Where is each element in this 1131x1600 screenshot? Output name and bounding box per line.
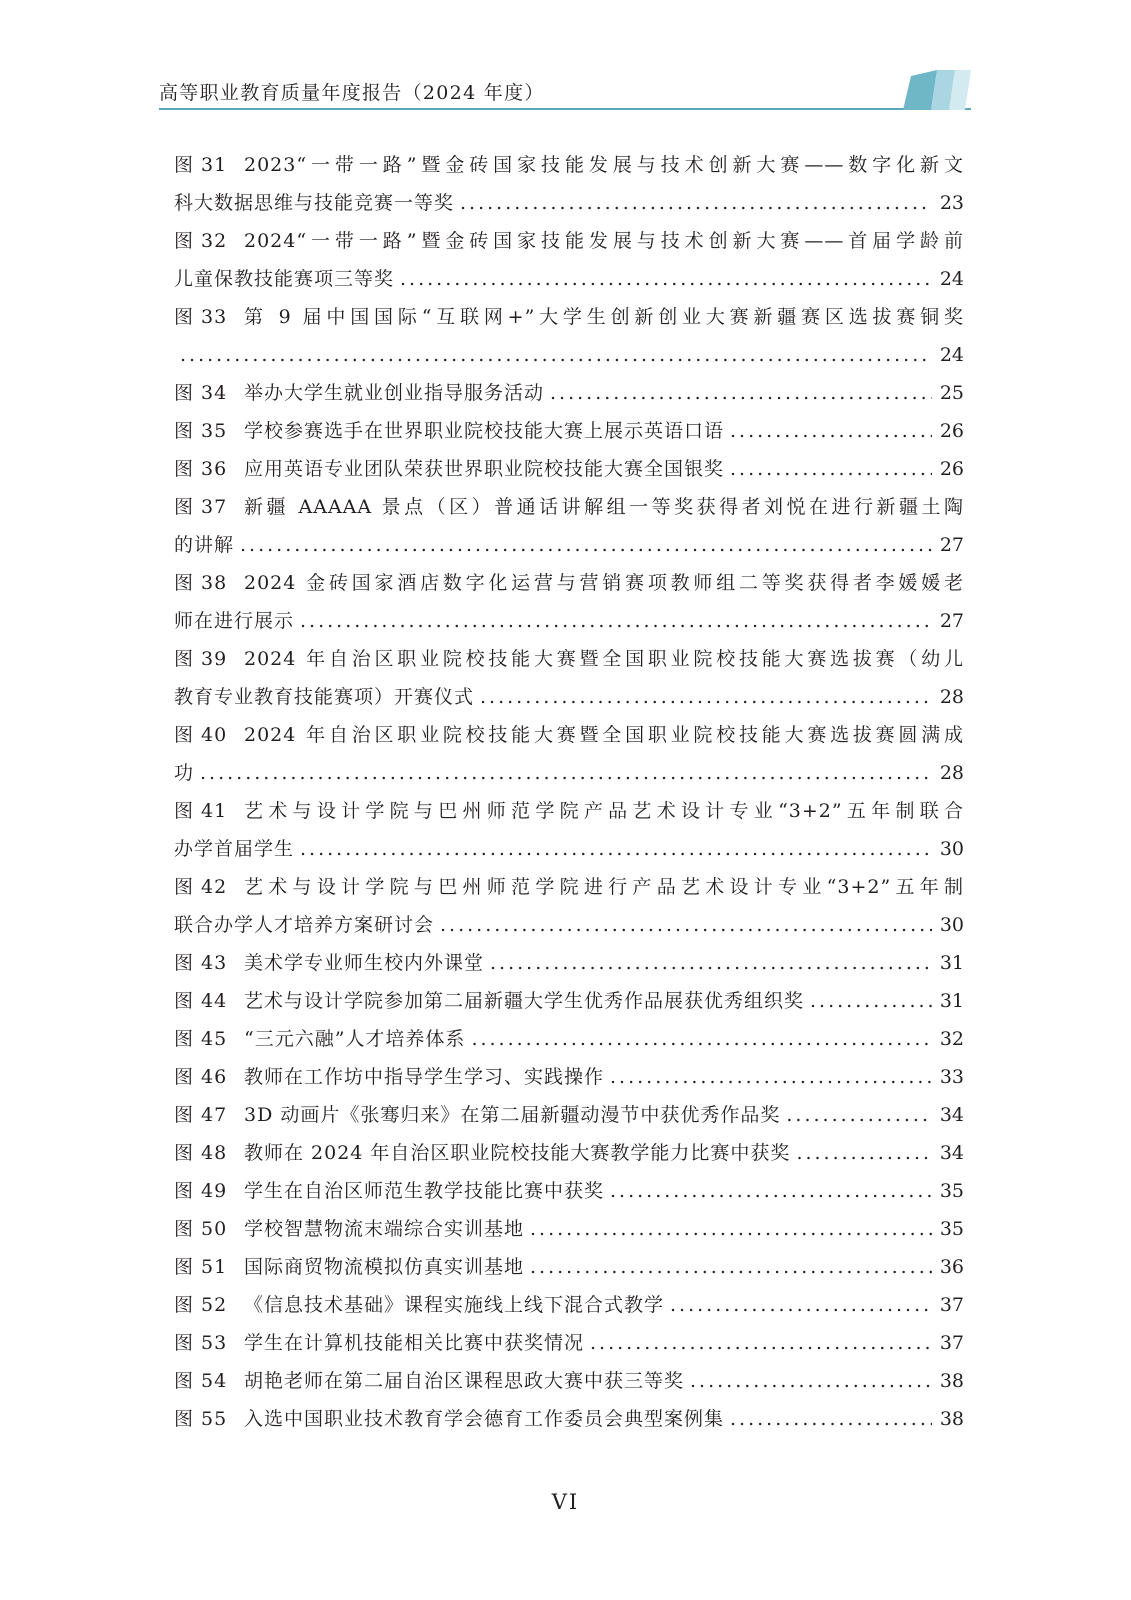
figure-number: 图 34 [174,382,228,404]
toc-entry[interactable] [174,944,964,982]
figure-number: 图 49 [174,1180,228,1202]
toc-entry[interactable] [174,1210,964,1248]
figure-number: 图 50 [174,1218,228,1240]
figure-number: 图 42 [174,876,228,898]
dot-leader [530,1248,932,1286]
figure-title: 2024 年自治区职业院校技能大赛暨全国职业院校技能大赛选拔赛圆满成 [244,724,964,746]
page-ref: 28 [939,686,964,708]
dot-leader [240,526,932,564]
page-ref: 31 [939,952,964,974]
figure-title: 2024 年自治区职业院校技能大赛暨全国职业院校技能大赛选拔赛（幼儿 [244,648,964,670]
dot-leader [730,412,932,450]
dot-leader [530,1210,932,1248]
figure-number: 图 33 [174,306,228,328]
dot-leader [730,450,932,488]
dot-leader [300,830,932,868]
header-title: 高等职业教育质量年度报告（2024 年度） [159,82,545,104]
figure-number: 图 55 [174,1408,228,1430]
page-ref: 28 [939,762,964,784]
toc-entry[interactable] [174,982,964,1020]
toc-entry[interactable] [174,374,964,412]
figure-title: 美术学专业师生校内外课堂 [244,952,485,974]
figure-title: 2024“一带一路”暨金砖国家技能发展与技术创新大赛——首届学龄前 [244,230,964,252]
dot-leader [180,336,932,374]
figure-title-continued: 教育专业教育技能赛项）开赛仪式 [174,686,475,708]
toc-entry[interactable] [174,222,964,298]
toc-entry[interactable] [174,1248,964,1286]
dot-leader [200,754,932,792]
figure-title: 2023“一带一路”暨金砖国家技能发展与技术创新大赛——数字化新文 [244,154,964,176]
page-ref: 25 [939,382,964,404]
figure-title: 《信息技术基础》课程实施线上线下混合式教学 [244,1294,665,1316]
dot-leader [610,1058,932,1096]
page-ref: 33 [939,1066,964,1088]
figure-title: 胡艳老师在第二届自治区课程思政大赛中获三等奖 [244,1370,685,1392]
toc-entry[interactable] [174,1020,964,1058]
figure-number: 图 47 [174,1104,228,1126]
dot-leader [400,260,932,298]
figure-title-continued: 功 [174,762,195,784]
dot-leader [440,906,932,944]
figure-title: 学生在计算机技能相关比赛中获奖情况 [244,1332,585,1354]
page-ref: 34 [939,1142,964,1164]
dot-leader [590,1324,932,1362]
figure-title-continued: 科大数据思维与技能竞赛一等奖 [174,192,455,214]
toc-entry[interactable] [174,412,964,450]
figure-title: 新疆 AAAAA 景点（区）普通话讲解组一等奖获得者刘悦在进行新疆土陶 [244,496,964,518]
page-ref: 32 [939,1028,964,1050]
page-ref: 35 [939,1218,964,1240]
figure-number: 图 44 [174,990,228,1012]
figure-title: 艺术与设计学院参加第二届新疆大学生优秀作品展获优秀组织奖 [244,990,805,1012]
toc-entry[interactable] [174,1286,964,1324]
figure-number: 图 43 [174,952,228,974]
page-ref: 30 [939,914,964,936]
dot-leader [480,678,932,716]
figure-number: 图 46 [174,1066,228,1088]
figure-number: 图 35 [174,420,228,442]
toc-entry[interactable] [174,146,964,222]
toc-entry[interactable] [174,1096,964,1134]
page-ref: 35 [939,1180,964,1202]
dot-leader [471,1020,932,1058]
page-ref: 34 [939,1104,964,1126]
dot-leader [786,1096,932,1134]
toc-entry[interactable] [174,792,964,868]
dot-leader [796,1134,932,1172]
toc-entry[interactable] [174,1362,964,1400]
page-ref: 26 [939,458,964,480]
figure-title: 3D 动画片《张骞归来》在第二届新疆动漫节中获优秀作品奖 [244,1104,781,1126]
page-header [159,68,971,110]
page-ref: 36 [939,1256,964,1278]
toc-entry[interactable] [174,1058,964,1096]
page-ref: 23 [939,192,964,214]
toc-entry[interactable] [174,1172,964,1210]
toc-entry[interactable] [174,1324,964,1362]
page-ref: 31 [939,990,964,1012]
figure-title: 艺术与设计学院与巴州师范学院进行产品艺术设计专业“3+2”五年制 [244,876,964,898]
figure-title: 2024 金砖国家酒店数字化运营与营销赛项教师组二等奖获得者李媛媛老 [244,572,964,594]
toc-entry[interactable] [174,450,964,488]
toc-entry[interactable] [174,640,964,716]
toc-entry[interactable] [174,298,964,374]
figure-number: 图 32 [174,230,228,252]
figure-number: 图 37 [174,496,228,518]
figure-title: 第 9 届中国国际“互联网+”大学生创新创业大赛新疆赛区选拔赛铜奖 [244,306,964,328]
figure-title: “三元六融”人才培养体系 [244,1028,466,1050]
figure-number: 图 41 [174,800,228,822]
figure-title: 学生在自治区师范生教学技能比赛中获奖 [244,1180,605,1202]
figure-number: 图 48 [174,1142,228,1164]
figure-title: 入选中国职业技术教育学会德育工作委员会典型案例集 [244,1408,725,1430]
toc-entry[interactable] [174,868,964,944]
figure-number: 图 31 [174,154,228,176]
figure-number: 图 39 [174,648,228,670]
header-rule [159,108,971,110]
toc-entry[interactable] [174,564,964,640]
dot-leader [690,1362,932,1400]
page-ref: 27 [939,610,964,632]
toc-entry[interactable] [174,716,964,792]
page-ref: 37 [939,1294,964,1316]
dot-leader [300,602,932,640]
figure-title: 国际商贸物流模拟仿真实训基地 [244,1256,525,1278]
figure-number: 图 38 [174,572,228,594]
dot-leader [460,184,932,222]
toc-entry[interactable] [174,488,964,564]
figure-title: 艺术与设计学院与巴州师范学院产品艺术设计专业“3+2”五年制联合 [244,800,964,822]
dot-leader [490,944,932,982]
page-ref: 24 [939,268,964,290]
figure-title-continued: 办学首届学生 [174,838,295,860]
figure-number: 图 52 [174,1294,228,1316]
figure-title: 教师在 2024 年自治区职业院校技能大赛教学能力比赛中获奖 [244,1142,791,1164]
page-ref: 37 [939,1332,964,1354]
figure-title-continued: 儿童保教技能赛项三等奖 [174,268,395,290]
figure-number: 图 54 [174,1370,228,1392]
figure-title: 学校参赛选手在世界职业院校技能大赛上展示英语口语 [244,420,725,442]
dot-leader [730,1400,932,1438]
figure-number: 图 45 [174,1028,228,1050]
page-ref: 24 [939,344,964,366]
figure-number: 图 40 [174,724,228,746]
figure-title-continued: 联合办学人才培养方案研讨会 [174,914,435,936]
page-ref: 38 [939,1408,964,1430]
figure-list [174,146,964,1438]
dot-leader [670,1286,932,1324]
toc-entry[interactable] [174,1134,964,1172]
dot-leader [610,1172,932,1210]
figure-title-continued: 师在进行展示 [174,610,295,632]
dot-leader [810,982,932,1020]
figure-number: 图 36 [174,458,228,480]
toc-entry[interactable] [174,1400,964,1438]
figure-title-continued: 的讲解 [174,534,235,556]
figure-number: 图 51 [174,1256,228,1278]
page-ref: 27 [939,534,964,556]
figure-title: 应用英语专业团队荣获世界职业院校技能大赛全国银奖 [244,458,725,480]
figure-title: 学校智慧物流末端综合实训基地 [244,1218,525,1240]
page-number: VI [551,1490,580,1514]
page-ref: 26 [939,420,964,442]
figure-number: 图 53 [174,1332,228,1354]
figure-title: 教师在工作坊中指导学生学习、实践操作 [244,1066,605,1088]
figure-title: 举办大学生就业创业指导服务活动 [244,382,545,404]
header-decoration [903,68,971,110]
dot-leader [550,374,932,412]
page-ref: 30 [939,838,964,860]
page-ref: 38 [939,1370,964,1392]
